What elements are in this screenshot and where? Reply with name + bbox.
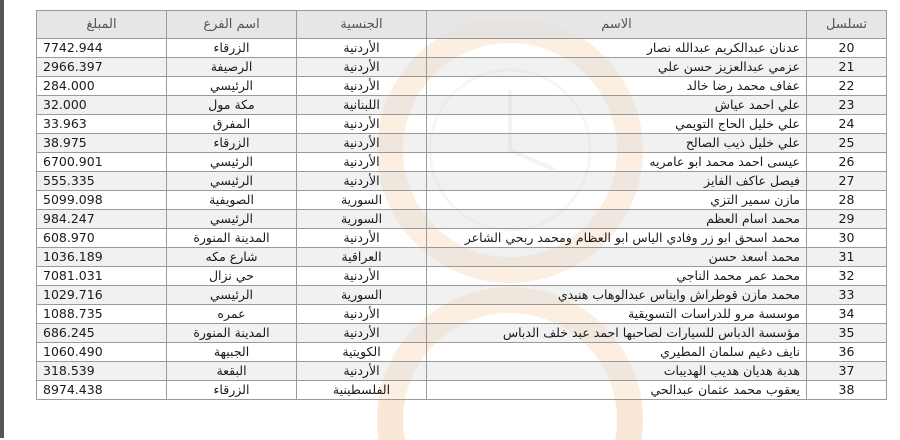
cell-name: محمد اسام العظم: [427, 210, 807, 229]
table-header-row: [37, 11, 887, 39]
cell-name: علي خليل ذيب الصالح: [427, 134, 807, 153]
cell-branch: الرئيسي: [167, 172, 297, 191]
cell-serial: 32: [807, 267, 887, 286]
cell-branch: الزرقاء: [167, 134, 297, 153]
cell-branch: الزرقاء: [167, 39, 297, 58]
cell-name: عفاف محمد رضا خالد: [427, 77, 807, 96]
cell-branch: الرصيفة: [167, 58, 297, 77]
cell-branch: عمره: [167, 305, 297, 324]
cell-name: موسسة مرو للدراسات التسويقية: [427, 305, 807, 324]
cell-serial: 20: [807, 39, 887, 58]
cell-amount: 38.975: [37, 134, 167, 153]
table-row: [37, 134, 887, 153]
cell-amount: 1029.716: [37, 286, 167, 305]
cell-nationality: اللبنانية: [297, 96, 427, 115]
table-row: [37, 77, 887, 96]
cell-serial: 22: [807, 77, 887, 96]
cell-amount: 32.000: [37, 96, 167, 115]
cell-serial: 27: [807, 172, 887, 191]
cell-nationality: الأردنية: [297, 39, 427, 58]
cell-amount: 7081.031: [37, 267, 167, 286]
cell-nationality: الأردنية: [297, 153, 427, 172]
cell-nationality: السورية: [297, 191, 427, 210]
cell-serial: 28: [807, 191, 887, 210]
table-row: [37, 362, 887, 381]
table-row: [37, 39, 887, 58]
cell-name: محمد عمر محمد الناجي: [427, 267, 807, 286]
cell-name: علي احمد عياش: [427, 96, 807, 115]
cell-branch: مكة مول: [167, 96, 297, 115]
cell-amount: 1036.189: [37, 248, 167, 267]
cell-branch: الجبيهة: [167, 343, 297, 362]
cell-serial: 21: [807, 58, 887, 77]
cell-name: محمد اسحق ابو زر وفادي الياس ابو العظام ومحمد ربحي الشاعر: [427, 229, 807, 248]
page-left-border: [0, 0, 4, 438]
cell-branch: المدينة المنورة: [167, 229, 297, 248]
cell-nationality: الأردنية: [297, 324, 427, 343]
cell-nationality: السورية: [297, 286, 427, 305]
cell-amount: 6700.901: [37, 153, 167, 172]
cell-name: هدبة هديان هديب الهديبات: [427, 362, 807, 381]
table-row: [37, 58, 887, 77]
table-row: [37, 324, 887, 343]
cell-amount: 8974.438: [37, 381, 167, 400]
cell-name: محمد مازن قوطراش وايناس عبدالوهاب هنيدي: [427, 286, 807, 305]
cell-serial: 33: [807, 286, 887, 305]
cell-name: محمد اسعد حسن: [427, 248, 807, 267]
cell-serial: 23: [807, 96, 887, 115]
cell-amount: 5099.098: [37, 191, 167, 210]
cell-amount: 1088.735: [37, 305, 167, 324]
cell-nationality: الأردنية: [297, 58, 427, 77]
cell-amount: 686.245: [37, 324, 167, 343]
cell-branch: الزرقاء: [167, 381, 297, 400]
table-row: [37, 153, 887, 172]
cell-nationality: الأردنية: [297, 305, 427, 324]
header-serial: تسلسل: [807, 11, 887, 39]
cell-branch: المفرق: [167, 115, 297, 134]
cell-serial: 35: [807, 324, 887, 343]
cell-nationality: العراقية: [297, 248, 427, 267]
cell-name: مازن سمير التزي: [427, 191, 807, 210]
cell-nationality: الأردنية: [297, 115, 427, 134]
cell-serial: 38: [807, 381, 887, 400]
table-row: [37, 229, 887, 248]
cell-name: فيصل عاكف الفايز: [427, 172, 807, 191]
cell-nationality: الكويتية: [297, 343, 427, 362]
cell-amount: 1060.490: [37, 343, 167, 362]
table-row: [37, 210, 887, 229]
cell-serial: 31: [807, 248, 887, 267]
cell-branch: البقعة: [167, 362, 297, 381]
cell-serial: 29: [807, 210, 887, 229]
cell-name: مؤسسة الدباس للسيارات لصاحبها احمد عبد خلف الدباس: [427, 324, 807, 343]
cell-serial: 26: [807, 153, 887, 172]
cell-nationality: الأردنية: [297, 267, 427, 286]
cell-branch: الرئيسي: [167, 210, 297, 229]
cell-amount: 7742.944: [37, 39, 167, 58]
table-row: [37, 267, 887, 286]
cell-serial: 37: [807, 362, 887, 381]
cell-branch: الرئيسي: [167, 286, 297, 305]
cell-name: عزمي عبدالعزيز حسن علي: [427, 58, 807, 77]
table-row: [37, 172, 887, 191]
cell-nationality: الأردنية: [297, 229, 427, 248]
deposits-table: [36, 10, 887, 400]
cell-nationality: الأردنية: [297, 172, 427, 191]
header-name: الاسم: [427, 11, 807, 39]
header-amount: المبلغ: [37, 11, 167, 39]
cell-name: يعقوب محمد عثمان عبدالحي: [427, 381, 807, 400]
cell-amount: 284.000: [37, 77, 167, 96]
header-branch: اسم الفرع: [167, 11, 297, 39]
cell-name: نايف دغيم سلمان المطيري: [427, 343, 807, 362]
cell-branch: حي نزال: [167, 267, 297, 286]
cell-nationality: الأردنية: [297, 77, 427, 96]
cell-branch: الصويفية: [167, 191, 297, 210]
cell-branch: الرئيسي: [167, 77, 297, 96]
cell-nationality: السورية: [297, 210, 427, 229]
cell-nationality: الأردنية: [297, 134, 427, 153]
table-row: [37, 381, 887, 400]
cell-amount: 555.335: [37, 172, 167, 191]
table-row: [37, 96, 887, 115]
table-row: [37, 343, 887, 362]
cell-serial: 34: [807, 305, 887, 324]
table-row: [37, 248, 887, 267]
header-nationality: الجنسية: [297, 11, 427, 39]
table-row: [37, 191, 887, 210]
cell-amount: 608.970: [37, 229, 167, 248]
cell-amount: 33.963: [37, 115, 167, 134]
table-row: [37, 305, 887, 324]
cell-serial: 24: [807, 115, 887, 134]
table-row: [37, 115, 887, 134]
cell-name: عيسى احمد محمد ابو عامريه: [427, 153, 807, 172]
cell-amount: 318.539: [37, 362, 167, 381]
cell-serial: 25: [807, 134, 887, 153]
cell-serial: 30: [807, 229, 887, 248]
cell-branch: المدينة المنورة: [167, 324, 297, 343]
cell-nationality: الفلسطينية: [297, 381, 427, 400]
table-row: [37, 286, 887, 305]
cell-branch: شارع مكه: [167, 248, 297, 267]
cell-name: علي خليل الحاج التويمي: [427, 115, 807, 134]
cell-amount: 2966.397: [37, 58, 167, 77]
cell-branch: الرئيسي: [167, 153, 297, 172]
cell-amount: 984.247: [37, 210, 167, 229]
cell-name: عدنان عبدالكريم عبدالله نصار: [427, 39, 807, 58]
cell-serial: 36: [807, 343, 887, 362]
cell-nationality: الأردنية: [297, 362, 427, 381]
